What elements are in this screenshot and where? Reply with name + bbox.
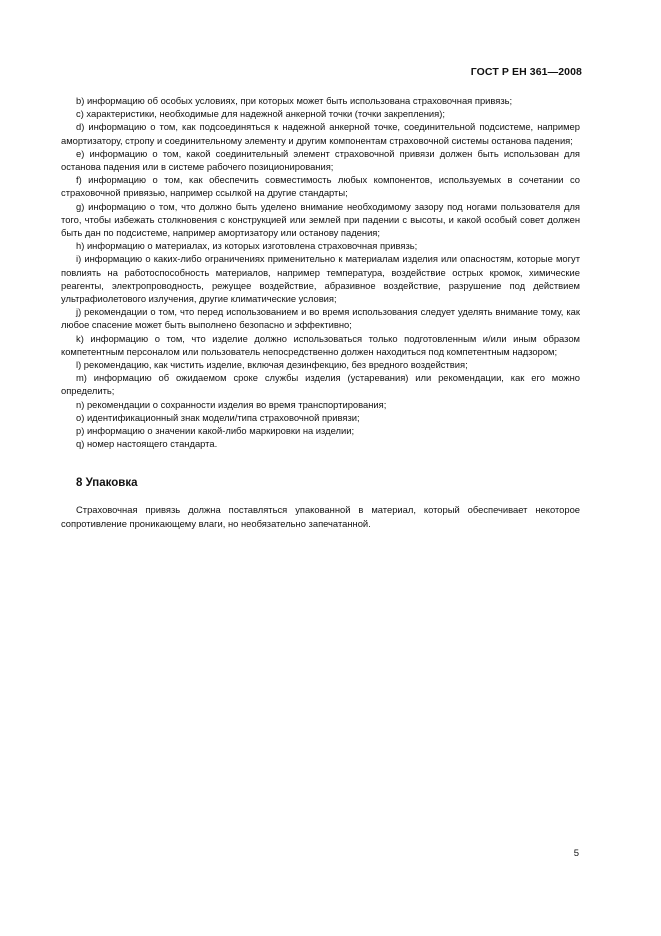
section-text: Страховочная привязь должна поставляться упакованной в материал, который обеспечивает некоторое сопротивление проникающему влаги, но необязательно запечатанной. [61,504,580,529]
list-item-i: i) информацию о каких-либо ограничениях применительно к материалам изделия или опасностям, которые могут повлиять на работоспособность материалов, например температура, воздействие острых кромок, химические реагенты, электропроводность, режущее воздействие, абразивное воздействие, разрушение под действием ультрафиолетового излучения, другие климатические условия; [61,253,580,305]
list-item-e: e) информацию о том, какой соединительный элемент страховочной привязи должен быть использован для останова падения или в системе рабочего позиционирования; [61,147,580,173]
list-item-c: c) характеристики, необходимые для надежной анкерной точки (точки закрепления); [76,108,445,120]
list-item-l: l) рекомендацию, как чистить изделие, включая дезинфекцию, без вредного воздействия; [76,359,468,371]
list-item-h: h) информацию о материалах, из которых изготовлена страховочная привязь; [76,240,418,252]
list-item-f: f) информацию о том, как обеспечить совместимость любых компонентов, используемых в сочетании со страховочной привязью, например ссылкой на другие стандарты; [61,174,580,199]
list-item-o: o) идентификационный знак модели/типа страховочной привязи; [76,411,360,423]
list-item-g: g) информацию о том, что должно быть уделено внимание необходимому зазору под ногами пользователя для того, чтобы избежать столкновения с конструкцией или землей при падении с высоты, и какой особый совет должен быть дан по подсистеме, например амортизатору или останову падения; [61,200,580,239]
section-title: 8 Упаковка [76,477,138,490]
list-item-b: b) информацию об особых условиях, при которых может быть использована страховочная привязь; [76,95,513,106]
list-item-j: j) рекомендации о том, что перед использованием и во время использования следует уделять внимание тому, как любое спасение может быть выполнено безопасно и эффективно; [61,306,580,331]
list-item-n: n) рекомендации о сохранности изделия во время транспортирования; [76,398,387,410]
list-item-d: d) информацию о том, как подсоединяться к надежной анкерной точке, соединительной подсистеме, например амортизатору, стропу и соединительному элементу и другим компонентам страховочной системы останова падения; [61,121,580,146]
document-body [61,94,580,530]
list-item-p: p) информацию о значении какой-либо маркировки на изделии; [76,425,355,437]
list-item-q: q) номер настоящего стандарта. [76,438,218,450]
page-number: 5 [573,848,579,859]
list-item-k: k) информацию о том, что изделие должно использоваться только подготовленным и/или иным образом компетентным персоналом или пользователь непосредственно должен находиться под компетентным надзором; [61,332,580,357]
list-item-m: m) информацию об ожидаемом сроке службы изделия (устаревания) или рекомендации, как его можно определить; [61,372,580,397]
document-header: ГОСТ Р ЕН 361—2008 [470,66,582,78]
